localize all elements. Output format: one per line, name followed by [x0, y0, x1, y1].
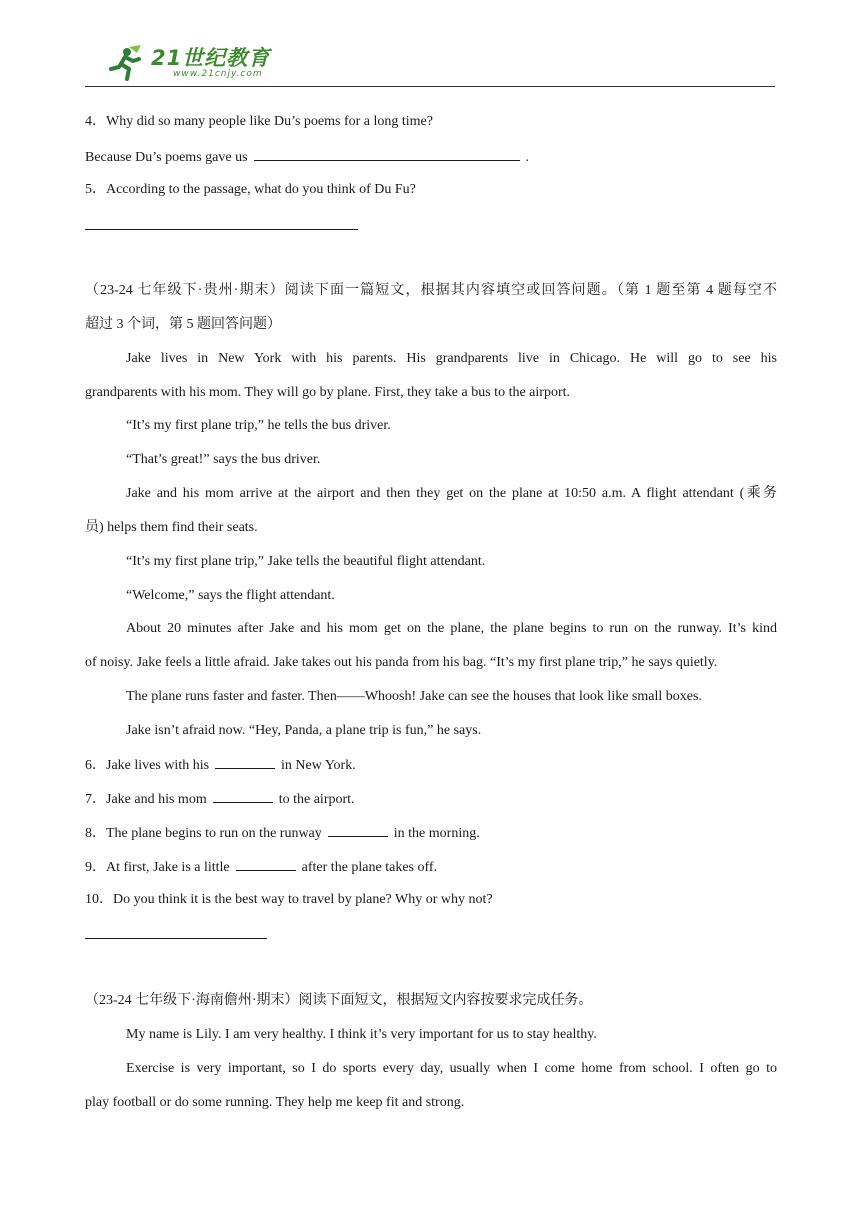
question-4-answer: [85, 147, 529, 167]
paragraph: Jake isn’t afraid now. “Hey, Panda, a plane trip is fun,” he says.: [126, 723, 482, 738]
paragraph: “That’s great!” says the bus driver.: [126, 452, 321, 467]
paragraph: 员) helps them find their seats.: [85, 520, 258, 535]
question-10: 10．Do you think it is the best way to travel by plane? Why or why not?: [85, 892, 493, 907]
logo-title: 21世纪教育: [151, 46, 271, 70]
paragraph: Jake and his mom arrive at the airport and then they get on the plane at 10:50 a.m. A flight attendant (乘务: [126, 486, 777, 501]
paragraph: “It’s my first plane trip,” he tells the bus driver.: [126, 418, 391, 433]
paragraph: Exercise is very important, so I do sports every day, usually when I come home from school. I often go to: [126, 1061, 777, 1076]
question-6: 6．Jake lives with his in New York.: [85, 755, 356, 775]
paragraph: “It’s my first plane trip,” Jake tells the beautiful flight attendant.: [126, 554, 486, 569]
answer-suffix: .: [525, 150, 530, 165]
paragraph: grandparents with his mom. They will go by plane. First, they take a bus to the airport.: [85, 385, 570, 400]
paragraph: About 20 minutes after Jake and his mom get on the plane, the plane begins to run on the runway. It’s kind: [126, 621, 777, 636]
paragraph: Jake lives in New York with his parents. His grandparents live in Chicago. He will go to see his: [126, 351, 777, 366]
paragraph: The plane runs faster and faster. Then——Whoosh! Jake can see the houses that look like small boxes.: [126, 689, 702, 704]
question-9: 9．At first, Jake is a little after the plane takes off.: [85, 857, 437, 877]
answer-line-5[interactable]: [85, 229, 358, 230]
answer-blank[interactable]: [254, 147, 520, 161]
paragraph: of noisy. Jake feels a little afraid. Jake takes out his panda from his bag. “It’s my first plane trip,” he says quietly.: [85, 655, 718, 670]
page-header: [85, 40, 775, 87]
answer-blank[interactable]: [236, 857, 296, 871]
passage-3-intro: （23-24 七年级下·海南儋州·期末）阅读下面短文，根据短文内容按要求完成任务。: [85, 993, 593, 1008]
answer-prefix: Because Du’s poems gave us: [85, 150, 248, 165]
answer-blank[interactable]: [215, 755, 275, 769]
logo: [107, 42, 270, 84]
runner-logo-icon: [107, 43, 147, 83]
question-5: 5．According to the passage, what do you think of Du Fu?: [85, 182, 416, 197]
passage-2-intro: （23-24 七年级下·贵州·期末）阅读下面一篇短文，根据其内容填空或回答问题。（第 1 题至第 4 题每空不: [85, 283, 777, 298]
passage-2-intro-cont: 超过 3 个词，第 5 题回答问题）: [85, 317, 281, 332]
logo-url: www.21cnjy.com: [173, 69, 263, 79]
paragraph: “Welcome,” says the flight attendant.: [126, 588, 335, 603]
paragraph: My name is Lily. I am very healthy. I think it’s very important for us to stay healthy.: [126, 1027, 597, 1042]
paragraph: play football or do some running. They help me keep fit and strong.: [85, 1095, 465, 1110]
question-7: 7．Jake and his mom to the airport.: [85, 789, 355, 809]
question-4: 4．Why did so many people like Du’s poems for a long time?: [85, 114, 433, 129]
question-8: 8．The plane begins to run on the runway in the morning.: [85, 823, 480, 843]
answer-line-10[interactable]: [85, 938, 267, 939]
answer-blank[interactable]: [213, 789, 273, 803]
answer-blank[interactable]: [328, 823, 388, 837]
